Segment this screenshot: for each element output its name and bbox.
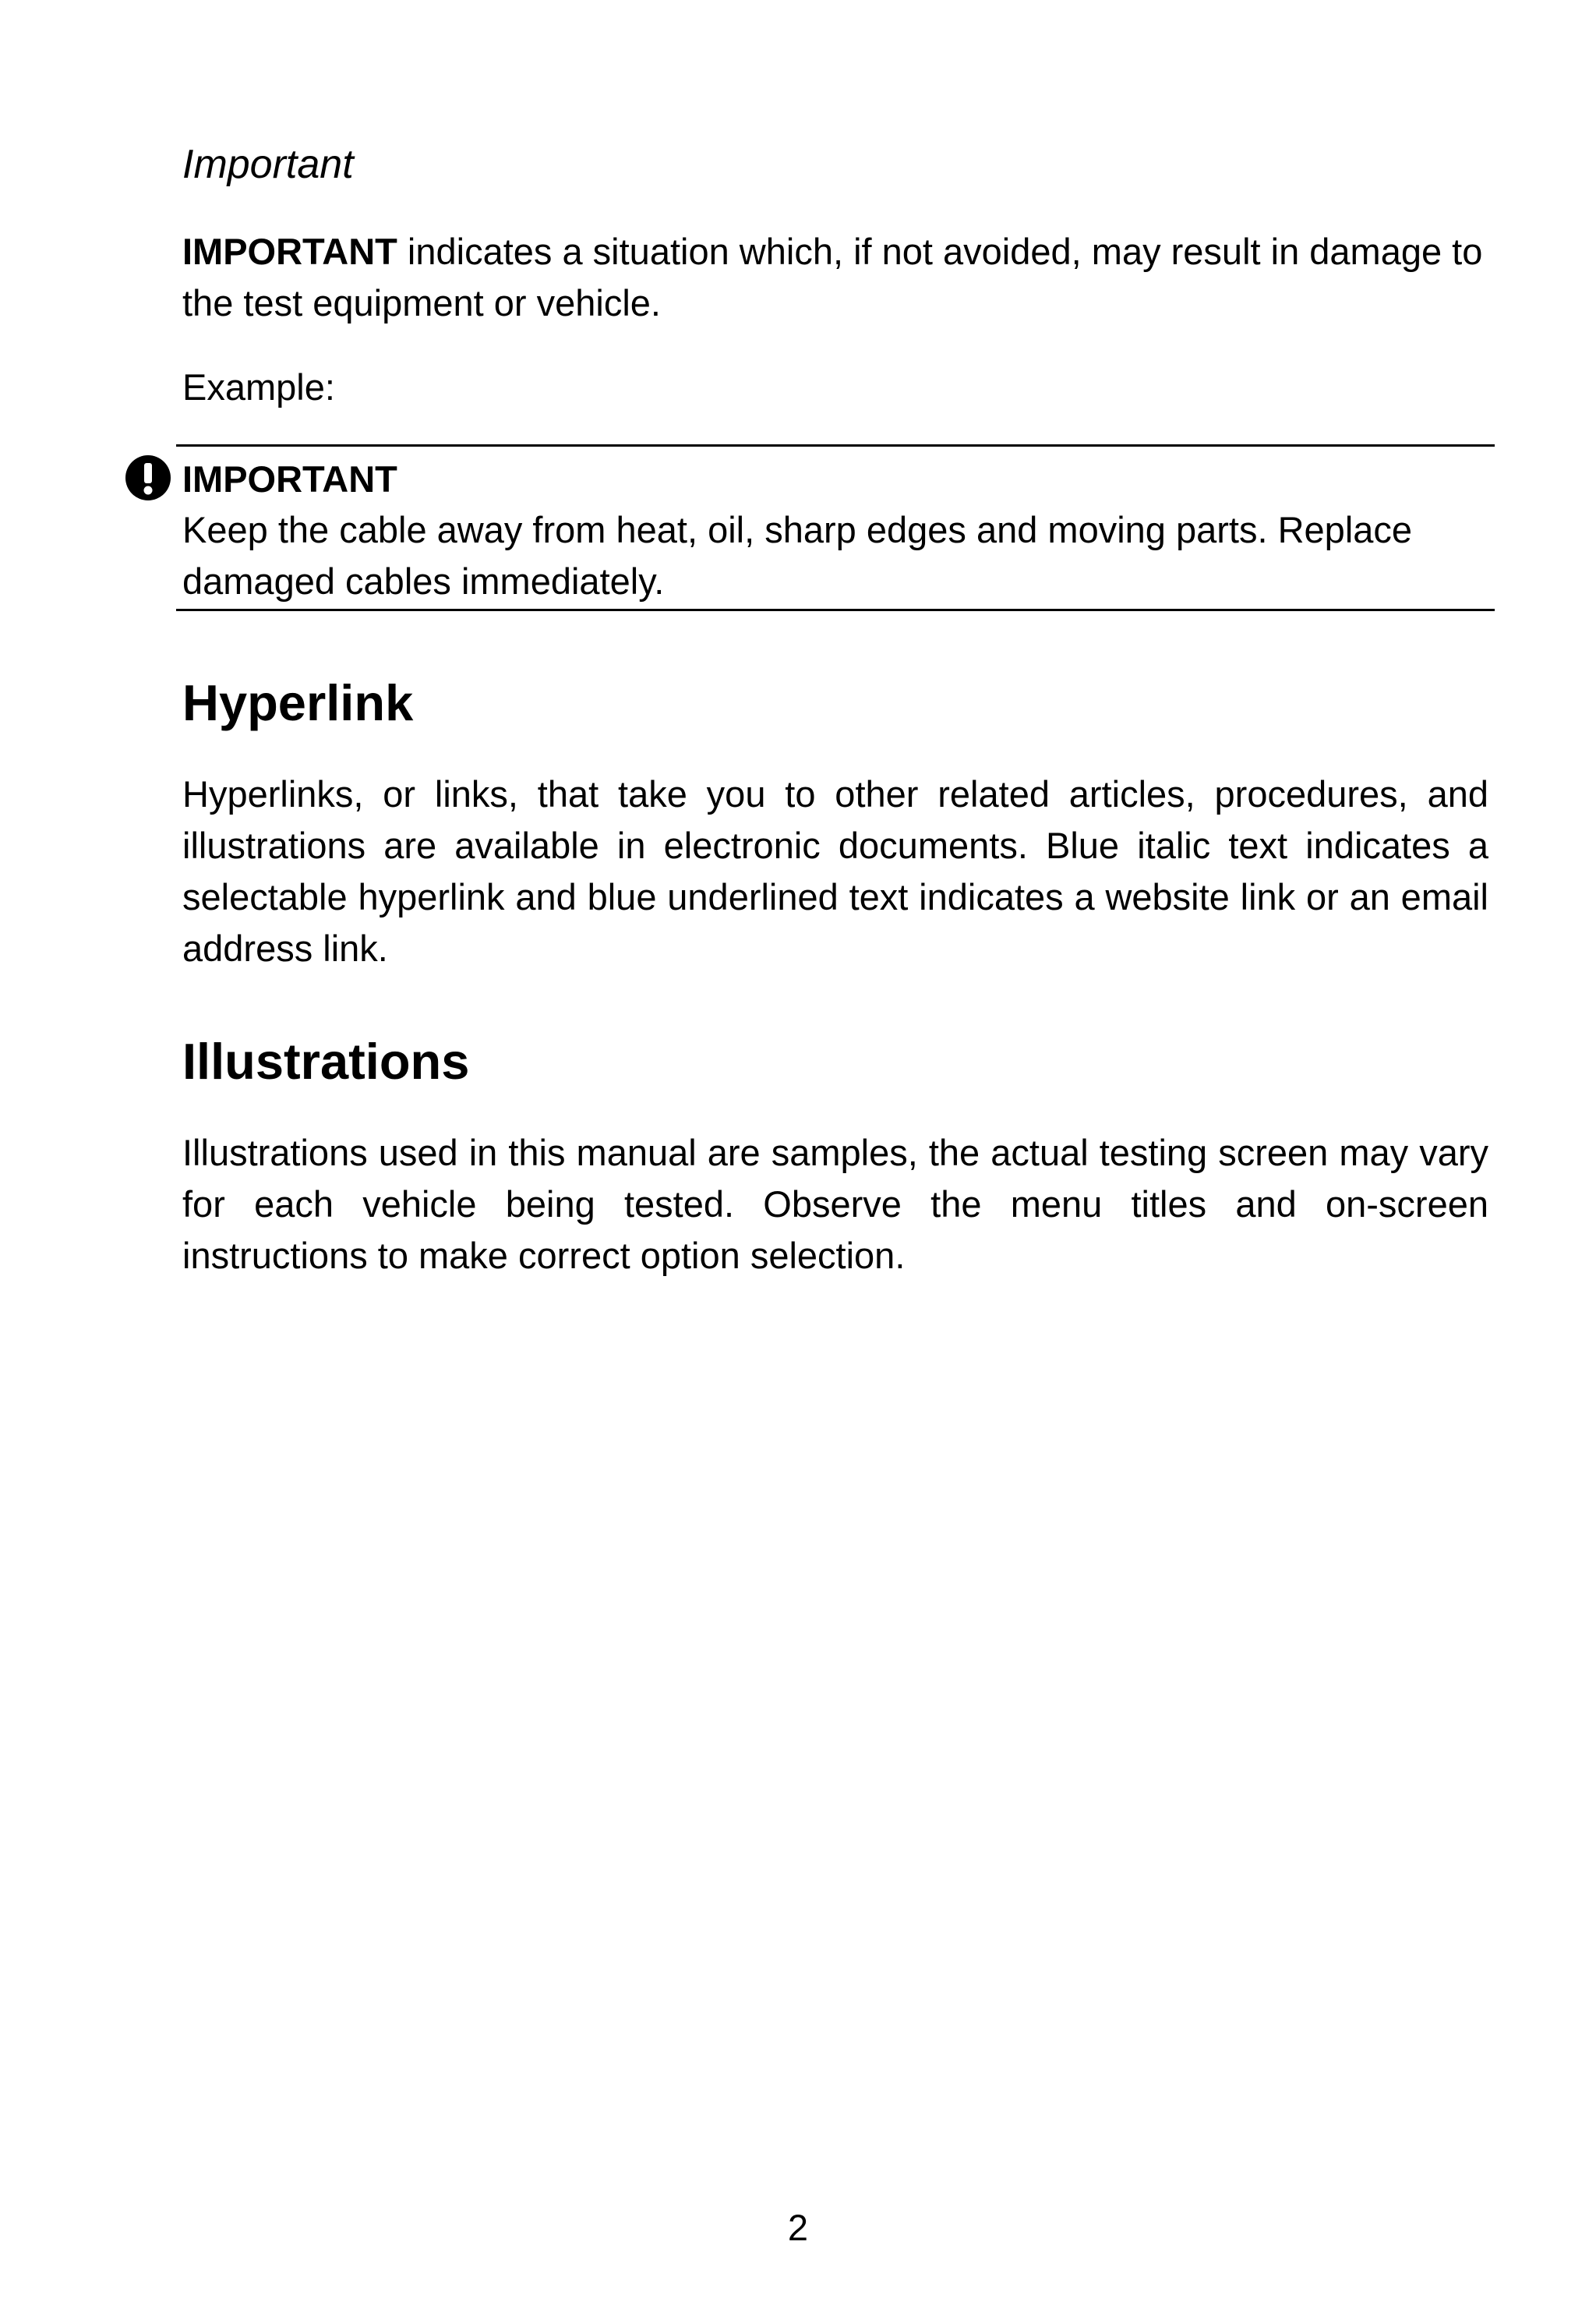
illustrations-paragraph: Illustrations used in this manual are samples, the actual testing screen may vary for each vehicle being tested. Observe the menu titles and on-screen instructions to make correct option selection.: [182, 1132, 1488, 1276]
exclamation-circle-icon: [125, 454, 171, 501]
page-number: 2: [787, 2207, 809, 2248]
example-label: Example:: [182, 366, 335, 408]
important-notice-box: [176, 444, 1495, 611]
notice-title: IMPORTANT: [182, 458, 397, 500]
notice-text: Keep the cable away from heat, oil, sharp edges and moving parts. Replace damaged cables immediately.: [182, 509, 1413, 602]
important-bold-lead: IMPORTANT: [182, 231, 397, 272]
important-subheading: Important: [182, 142, 354, 187]
important-definition-text: indicates a situation which, if not avoided, may result in damage to the test equipment or vehicle.: [182, 231, 1483, 323]
hyperlink-paragraph: Hyperlinks, or links, that take you to other related articles, procedures, and illustrations are available in electronic documents. Blue italic text indicates a selectable hyperlink and blue underlined text indicates a website link or an email address link.: [182, 773, 1488, 969]
important-definition-paragraph: [182, 226, 1488, 329]
illustrations-heading: Illustrations: [182, 1033, 470, 1090]
hyperlink-heading: Hyperlink: [182, 674, 414, 731]
